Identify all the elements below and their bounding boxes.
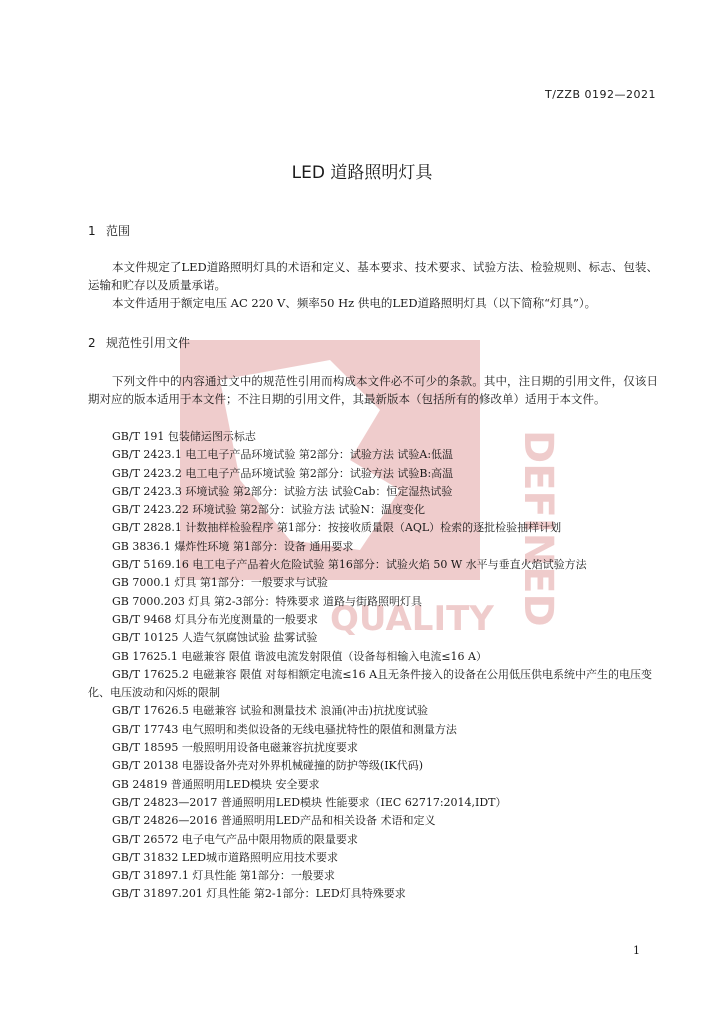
reference-item: GB/T 24826—2016 普通照明用LED产品和相关设备 术语和定义 <box>112 814 436 828</box>
reference-item: GB/T 31897.1 灯具性能 第1部分：一般要求 <box>112 869 335 883</box>
reference-item: GB 17625.1 电磁兼容 限值 谐波电流发射限值（设备每相输入电流≤16 A） <box>112 649 487 663</box>
reference-item: GB/T 17625.2 电磁兼容 限值 对每相额定电流≤16 A且无条件接入的设备在公用低压供电系统中产生的电压变化、电压波动和闪烁的限制 <box>88 667 653 700</box>
reference-item: GB/T 24823—2017 普通照明用LED模块 性能要求（IEC 62717:2014,IDT） <box>112 795 507 809</box>
document-title: LED 道路照明灯具 <box>291 163 433 183</box>
reference-item: GB/T 2423.1 电工电子产品环境试验 第2部分：试验方法 试验A:低温 <box>112 448 454 462</box>
reference-list <box>88 428 660 904</box>
section-heading-scope <box>88 222 130 239</box>
section-title: 范围 <box>106 224 131 238</box>
watermark-vertical-text: DEFINED <box>515 430 561 627</box>
section-heading-normative-references <box>88 334 190 351</box>
reference-item: GB/T 9468 灯具分布光度测量的一般要求 <box>112 612 318 626</box>
reference-item: GB/T 20138 电器设备外壳对外界机械碰撞的防护等级(IK代码) <box>112 759 424 773</box>
reference-item: GB 7000.203 灯具 第2-3部分：特殊要求 道路与街路照明灯具 <box>112 594 423 608</box>
section-number: 2 <box>88 336 96 350</box>
reference-item: GB 24819 普通照明用LED模块 安全要求 <box>112 777 320 791</box>
scope-paragraph: 本文件适用于额定电压 AC 220 V、频率50 Hz 供电的LED道路照明灯具（以下简称“灯具”）。 <box>112 296 597 310</box>
reference-item: GB/T 191 包装储运图示标志 <box>112 430 256 443</box>
standard-code: T/ZZB 0192—2021 <box>544 88 656 101</box>
reference-item: GB/T 2423.3 环境试验 第2部分：试验方法 试验Cab：恒定湿热试验 <box>112 484 453 498</box>
section-number: 1 <box>88 224 96 238</box>
reference-item: GB/T 2423.22 环境试验 第2部分：试验方法 试验N：温度变化 <box>112 503 426 517</box>
reference-item: GB/T 2423.2 电工电子产品环境试验 第2部分：试验方法 试验B:高温 <box>112 466 454 480</box>
reference-item: GB/T 5169.16 电工电子产品着火危险试验 第16部分：试验火焰 50 W 水平与垂直火焰试验方法 <box>112 558 587 572</box>
reference-item: GB/T 10125 人造气氛腐蚀试验 盐雾试验 <box>112 631 318 645</box>
reference-item: GB/T 2828.1 计数抽样检验程序 第1部分：按接收质量限（AQL）检索的逐批检验抽样计划 <box>112 521 562 535</box>
reference-item: GB/T 31897.201 灯具性能 第2-1部分：LED灯具特殊要求 <box>112 887 406 901</box>
reference-item: GB/T 17743 电气照明和类似设备的无线电骚扰特性的限值和测量方法 <box>112 722 457 736</box>
reference-item: GB 3836.1 爆炸性环境 第1部分：设备 通用要求 <box>112 539 354 553</box>
reference-item: GB/T 31832 LED城市道路照明应用技术要求 <box>112 850 339 864</box>
section-title: 规范性引用文件 <box>106 336 191 350</box>
page-number: 1 <box>633 944 640 957</box>
scope-paragraph: 本文件规定了LED道路照明灯具的术语和定义、基本要求、技术要求、试验方法、检验规则、标志、包装、运输和贮存以及质量承诺。 <box>88 260 658 292</box>
reference-item: GB/T 26572 电子电气产品中限用物质的限量要求 <box>112 832 358 846</box>
watermark-bottom-text: QUALITY <box>330 599 494 639</box>
reference-item: GB 7000.1 灯具 第1部分：一般要求与试验 <box>112 576 328 590</box>
references-intro-paragraph: 下列文件中的内容通过文中的规范性引用而构成本文件必不可少的条款。其中，注日期的引用文件，仅该日期对应的版本适用于本文件；不注日期的引用文件，其最新版本（包括所有的修改单）适用于本文件。 <box>88 374 658 406</box>
reference-item: GB/T 18595 一般照明用设备电磁兼容抗扰度要求 <box>112 741 358 755</box>
reference-item: GB/T 17626.5 电磁兼容 试验和测量技术 浪涌(冲击)抗扰度试验 <box>112 704 428 718</box>
